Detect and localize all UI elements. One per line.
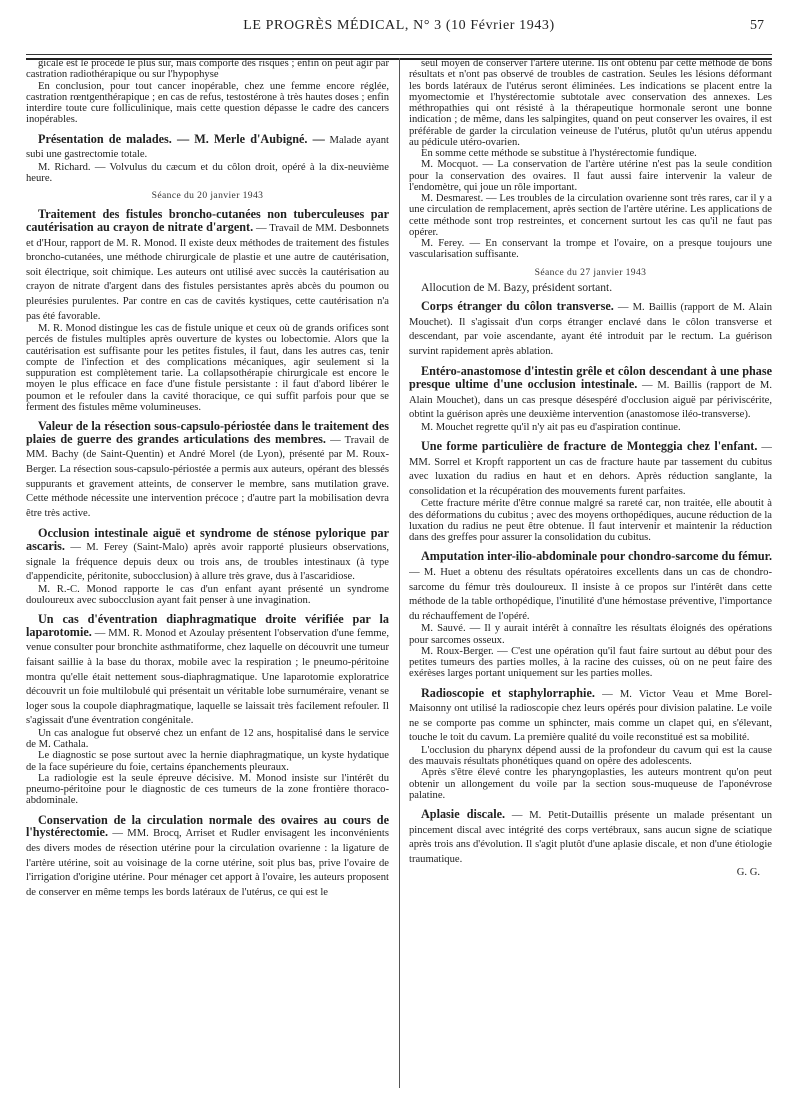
heading-title: Radioscopie et staphylorraphie. [421, 685, 595, 700]
paragraph: En conclusion, pour tout cancer inopérable, chez une femme encore réglée, castration rœntgenthérapique ; en cas de refus, testostérone à très hautes doses ; enfin interdire toute cure folliculinique, mais cette question dépasse le cadre des cancers inopérables. [26, 80, 389, 126]
heading-title: Amputation inter-ilio-abdominale pour chondro-sarcome du fémur. [421, 549, 772, 564]
paragraph: Après s'être élevé contre les pharyngoplasties, les auteurs montrent qu'on peut obtenir un allongement du voile par la section sous-muqueuse de l'aponévrose palatine. [409, 767, 772, 801]
paragraph: gicale est le procédé le plus sûr, mais comporte des risques ; enfin on peut agir par castration radiothérapique ou sur l'hypophyse [26, 58, 389, 81]
section-heading [409, 440, 772, 498]
paragraph: L'occlusion du pharynx dépend aussi de la profondeur du cavum qui est la cause des mauvais résultats phonétiques quand on opère des adolescents. [409, 744, 772, 768]
heading-body: — M. Huet a obtenu des résultats opératoires excellents dans un cas de chondro-sarcome du fémur très douloureux. Il insiste à ce propos sur l'intérêt dans cette méthode de la table orthopédique, l'inutilité d'une hémostase préventive, l'importance du réchauffement de l'opéré. [409, 566, 772, 622]
heading-title: Conservation de la circulation normale des ovaires au cours de l'hystérectomie. [26, 812, 389, 840]
heading-title: Entéro-anastomose d'intestin grêle et côlon descendant à une phase presque ultime d'une occlusion intestinale. [409, 364, 772, 391]
section-heading [409, 550, 772, 623]
section-heading [26, 814, 389, 900]
section-heading [409, 365, 772, 421]
column-divider [399, 58, 400, 1088]
paragraph: En somme cette méthode se substitue à l'hystérectomie fundique. [421, 148, 697, 159]
session-date: Séance du 20 janvier 1943 [151, 190, 264, 202]
author-initials: G. G. [736, 866, 760, 878]
heading-title: Une forme particulière de fracture de Monteggia chez l'enfant. [421, 439, 758, 453]
paragraph: M. Mocquot. — La conservation de l'artère utérine n'est pas la seule condition pour la conservation des ovaires. Il faut aussi faire intervenir la valeur de l'endomètre, qui joue un rôle important. [409, 159, 772, 193]
heading-body: — MM. Sorrel et Kropft rapportent un cas de fracture haute par tassement du cubitus avec luxation du radius en haut et en dehors. Après réduction sanglante, la consolidation et la récupération des mouvements furent parfaites. [409, 442, 772, 497]
running-title: LE PROGRÈS MÉDICAL, N° 3 (10 Février 1943) [243, 18, 555, 33]
heading-title: Un cas d'éventration diaphragmatique droite vérifiée par la laparotomie. [26, 612, 389, 639]
section-heading [409, 300, 772, 358]
heading-title: Traitement des fistules broncho-cutanées non tuberculeuses par cautérisation au crayon de nitrate d'argent. [26, 207, 389, 235]
left-column [26, 58, 389, 1090]
heading-title: Présentation de malades. — M. Merle d'Aubigné. — [38, 131, 325, 146]
section-heading [26, 613, 389, 728]
section-heading [26, 420, 389, 520]
paragraph: M. Roux-Berger. — C'est une opération qu'il faut faire surtout au début pour des petites tumeurs des parties molles, à la racine des cuisses, où on ne peut faire des exérèses larges portant uniquement sur les parties molles. [409, 645, 772, 680]
paragraph: M. Desmarest. — Les troubles de la circulation ovarienne sont très rares, car il y a une circulation de remplacement, après section de l'artère utérine. Les applications de cette méthode sont trop restreintes, et concernent surtout les cas qu'il ne faut pas opérer. [409, 193, 772, 238]
header-rule-thin [26, 54, 772, 55]
session-date: Séance du 27 janvier 1943 [534, 266, 647, 278]
section-heading [26, 133, 389, 162]
heading-title: Aplasie discale. [421, 807, 506, 822]
two-column-body [26, 58, 772, 1090]
paragraph: Le diagnostic se pose surtout avec la hernie diaphragmatique, un kyste hydatique de la face supérieure du foie, certains épanchements pleuraux. [26, 750, 389, 773]
right-column [409, 58, 772, 1090]
section-heading [409, 687, 772, 745]
heading-body: Malade ayant subi une gastrectomie totale. [26, 134, 389, 161]
heading-body: — Travail de MM. Bachy (de Saint-Quentin) et André Morel (de Lyon), présenté par M. Roux-Berger. La résection sous-capsulo-périostée a permis aux auteurs, opérant des blessés suppurants et gravement atteints, de conserver le membre, sans mutilation grave. Cette méthode nécessite une intervention précoce ; d'autre part la mobilisation devra être très active. [26, 434, 389, 519]
heading-body: — M. Petit-Dutaillis présente un malade présentant un pincement discal avec intégrité des corps vertébraux, sans aucun signe de sciatique après trois ans d'évolution. Il s'agit plutôt d'une aplasie discale, et non d'une étiologie traumatique. [409, 810, 772, 865]
allocution-line: Allocution de M. Bazy, président sortant. [421, 280, 613, 294]
heading-body: — MM. Brocq, Arriset et Rudler envisagent les inconvénients des divers modes de résection utérine pour la circulation ovarienne : la ligature de l'artère utérine, soit au voisinage de la corne utérine, soit plus bas, prive l'ovaire de l'irrigation d'origine utérine. Pour ménager cet apport à l'ovaire, les auteurs proposent de conserver en même temps les bords latéraux de l'utérus, ce qui est le [26, 828, 389, 898]
heading-body: — Travail de MM. Desbonnets et d'Hour, rapport de M. R. Monod. Il existe deux méthodes de traitement des fistules broncho-cutanées, une méthode chirurgicale de plastie et une autre de cautérisation, soit électrique, soit chimique. Les auteurs ont utilisé avec succès la cautérisation au crayon de nitrate d'argent dans des fistules persistantes après abcès du poumon ou pleurésies purulentes. Par contre en cas de cavités kystiques, cette cautérisation n'a pas été favorable. [26, 223, 389, 322]
paragraph: M. Mouchet regrette qu'il n'y ait pas eu d'aspiration continue. [421, 421, 681, 433]
paragraph: Un cas analogue fut observé chez un enfant de 12 ans, hospitalisé dans le service de M. Cathala. [26, 727, 389, 751]
heading-body: — M. Baillis (rapport de M. Alain Mouchet), dans un cas presque désespéré d'occlusion aiguë par périviscérite, obtint la guérison après une deuxième intervention (anastomose iléo-transverse). [409, 379, 772, 421]
heading-title: Occlusion intestinale aiguë et syndrome de sténose pylorique par ascaris. [26, 526, 389, 553]
heading-body: — MM. R. Monod et Azoulay présentent l'observation d'une femme, venue consulter pour bronchite asthmatiforme, chez laquelle on découvrit une tumeur faisant saillie à la base du thorax, mobile avec la respiration ; le pneumo-péritoine montra qu'elle était nettement sous-diaphragmatique. Une laparotomie exploratrice découvrit un foie multilobulé qui présentait un véritable lobe surnuméraire, venant se loger sous la coupole diaphragmatique, laquelle se laissait très facilement refouler. Il s'agissait d'une éventration congénitale. [26, 627, 389, 727]
running-header [26, 18, 772, 40]
section-heading [26, 208, 389, 323]
heading-body: — M. Victor Veau et Mme Borel-Maisonny ont utilisé la radioscopie chez leurs opérés pour division palatine. Le voile ne se comporte pas comme un sphincter, mais comme un clapet qui, en s'élevant, touche le toit du cavum. La première qualité du voile reconstitué est sa mobilité. [409, 688, 772, 744]
paragraph: La radiologie est la seule épreuve décisive. M. Monod insiste sur l'intérêt du pneumo-péritoine pour le diagnostic de ces tumeurs de la zone frontière thoraco-abdominale. [26, 772, 389, 807]
paragraph: M. Sauvé. — Il y aurait intérêt à connaître les résultats éloignés des opérations pour sarcomes osseux. [409, 623, 772, 646]
heading-title: Corps étranger du côlon transverse. [421, 299, 614, 313]
section-heading [26, 527, 389, 583]
paragraph: Cette fracture mérite d'être connue malgré sa rareté car, non traitée, elle aboutit à des déformations du cubitus ; avec des moyens orthopédiques, aucune réduction de la luxation du radius ne peut être obtenue. Il faut intervenir et maintenir la réduction dans des greffes pour assurer la consolidation du cubitus. [409, 498, 772, 544]
paragraph: M. Ferey. — En conservant la trompe et l'ovaire, on a presque toujours une vascularisation suffisante. [409, 238, 772, 261]
paragraph: M. Richard. — Volvulus du cæcum et du côlon droit, opéré à la dix-neuvième heure. [26, 161, 389, 184]
paragraph: seul moyen de conserver l'artère utérine. Ils ont obtenu par cette méthode de bons résultats et n'ont pas observé de troubles de castration. Seules les lésions déformant les bords latéraux de l'utérus seront éliminées. Les indications se placent entre la myomectomie et l'hystérectomie subtotale avec conservation des annexes. Les méthropathies qui ont résisté à la thérapeutique hormonale seront une bonne indication ; de même, dans les salpingites, quand on peut conserver les ovaires, il est préférable de garder la circulation veineuse de l'utérus, plutôt qu'un utérus appendu au pédicule utéro-ovarien. [409, 58, 772, 148]
paragraph: M. R.-C. Monod rapporte le cas d'un enfant ayant présenté un syndrome douloureux avec subocclusion ayant fait penser à une invagination. [26, 583, 389, 606]
section-heading [409, 808, 772, 866]
heading-body: — M. Baillis (rapport de M. Alain Mouchet). Il s'agissait d'un corps étranger enclavé dans le côlon transverse et descendant, par voie ascendante, ayant été introduit par le rectum. La guérison survint rapidement après ablation. [409, 302, 772, 357]
page-number: 57 [750, 18, 764, 33]
heading-body: — M. Ferey (Saint-Malo) après avoir rapporté plusieurs observations, signale la fréquence depuis deux ou trois ans, de troubles intestinaux (à type d'appendicite, péritonite, subocclusion) à allure très grave, dus à l'ascaridiose. [26, 541, 389, 583]
paragraph: M. R. Monod distingue les cas de fistule unique et ceux où de grands orifices sont percés de fistules multiples après ouverture de kystes ou lobectomie. Alors que la cautérisation est suffisante pour les petites fistules, il faut, dans les autres cas, tenir compte de l'infection et des complications mécaniques, agir seulement si la suppuration est complètement tarie. La collapsothérapie chirurgicale est encore le moyen le plus efficace en face d'une fistule persistante : il faut d'abord libérer le poumon et le refouler dans la cavité thoracique, ce qui suffit parfois pour que se ferment des fistules même volumineuses. [26, 323, 389, 413]
heading-title: Valeur de la résection sous-capsulo-périostée dans le traitement des plaies de guerre des grandes articulations des membres. [26, 419, 389, 446]
